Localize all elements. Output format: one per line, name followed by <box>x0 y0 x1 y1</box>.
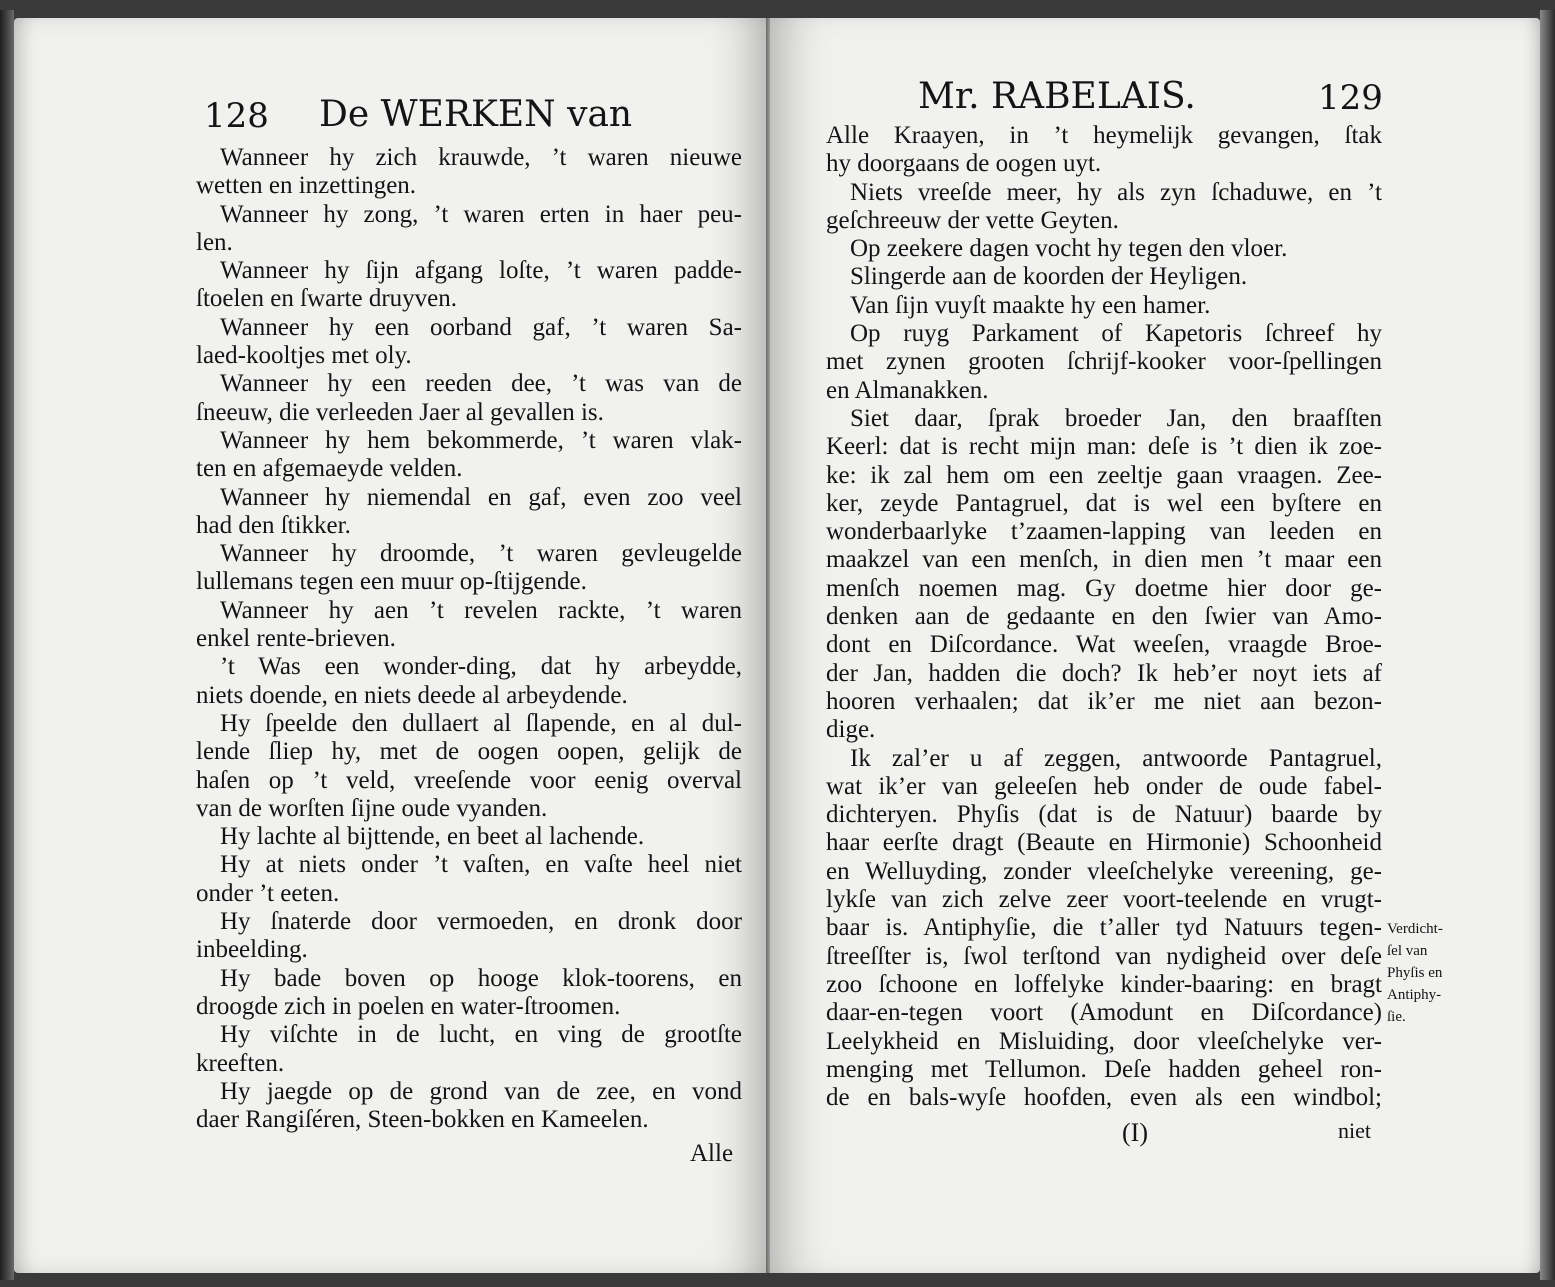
text-line: met zynen grooten ſchrijf-kooker voor-ſpellingen <box>826 348 1382 376</box>
text-line: menging met Tellumon. Deſe hadden geheel ron- <box>826 1055 1382 1083</box>
text-line: ker, zeyde Pantagruel, dat is wel een byſtere en <box>826 489 1382 517</box>
text-line: zoo ſchoone en loffelyke kinder-baaring: en bragt <box>826 970 1382 998</box>
text-line: daer Rangiſéren, Steen-bokken en Kameelen. <box>196 1106 649 1134</box>
marginal-note-line: Antiphy- <box>1387 987 1442 1003</box>
text-line: dichteryen. Phyſis (dat is de Natuur) baarde by <box>826 801 1382 829</box>
text-line: Keerl: dat is recht mijn man: deſe is ’t dien ik zoe- <box>826 433 1382 461</box>
text-line: en Almanakken. <box>826 376 989 404</box>
marginal-note-line: ſie. <box>1387 1009 1406 1025</box>
text-line: daar-en-tegen voort (Amodunt en Diſcordance) <box>826 999 1382 1027</box>
marginal-note-line: Verdicht- <box>1387 921 1443 937</box>
text-line: lykſe van zich zelve zeer voort-teelende en vrugt- <box>826 886 1382 914</box>
text-line: wetten en inzettingen. <box>196 172 417 200</box>
text-line: len. <box>196 228 233 256</box>
text-line: van de worſten ſijne oude vyanden. <box>196 794 548 822</box>
text-line: baar is. Antiphyſie, die t’aller tyd Natuurs tegen- <box>826 914 1382 942</box>
text-line: Slingerde aan de koorden der Heyligen. <box>850 263 1248 291</box>
text-line: Wanneer hy zich krauwde, ’t waren nieuwe <box>220 144 742 171</box>
text-line: ten en afgemaeyde velden. <box>196 455 463 483</box>
left-catchword: Alle <box>690 1140 734 1167</box>
left-running-head: De WERKEN van <box>319 94 633 135</box>
text-line: Hy lachte al bijttende, en beet al lachende. <box>220 823 645 851</box>
text-line: menſch noemen mag. Gy doetme hier door ge- <box>826 574 1382 602</box>
text-line: Niets vreeſde meer, hy als zyn ſchaduwe, en ’t <box>850 178 1382 206</box>
text-line: lende ſliep hy, met de oogen oopen, gelijk de <box>196 738 742 766</box>
signature-mark: (I) <box>1122 1118 1148 1147</box>
text-line: hy doorgaans de oogen uyt. <box>826 150 1102 178</box>
text-line: Op ruyg Parkament of Kapetoris ſchreef hy <box>850 320 1382 348</box>
text-line: Wanneer hy aen ’t revelen rackte, ’t waren <box>220 596 742 624</box>
book-edge-right <box>1540 10 1555 1280</box>
text-line: ’t Was een wonder-ding, dat hy arbeydde, <box>220 653 742 681</box>
text-line: Hy ſnaterde door vermoeden, en dronk door <box>220 908 742 936</box>
text-line: Hy at niets onder ’t vaſten, en vaſte heel niet <box>220 851 742 879</box>
text-line: Op zeekere dagen vocht hy tegen den vloer. <box>850 235 1288 263</box>
text-line: Hy viſchte in de lucht, en ving de grootſte <box>220 1021 742 1049</box>
text-line: Wanneer hy hem bekommerde, ’t waren vlak- <box>220 426 742 454</box>
text-line: Alle Kraayen, in ’t heymelijk gevangen, ſtak <box>826 122 1382 149</box>
text-line: wat ik’er van geleeſen heb onder de oude fabel- <box>826 772 1382 800</box>
text-line: Wanneer hy droomde, ’t waren gevleugelde <box>220 540 742 568</box>
right-page <box>770 18 1540 1273</box>
right-page-number: 129 <box>1318 78 1383 118</box>
text-line: Ik zal’er u af zeggen, antwoorde Pantagruel, <box>850 744 1382 772</box>
text-line: enkel rente-brieven. <box>196 625 396 653</box>
text-line: Wanneer hy ſijn afgang loſte, ’t waren padde- <box>220 257 742 285</box>
text-line: Wanneer hy niemendal en gaf, even zoo veel <box>220 483 742 511</box>
text-line: kreeften. <box>196 1049 285 1077</box>
text-line: ke: ik zal hem om een zeeltje gaan vraagen. Zee- <box>826 461 1382 489</box>
text-line: de en bals-wyſe hoofden, even als een windbol; <box>826 1084 1382 1112</box>
text-line: denken aan de gedaante en den ſwier van Amo- <box>826 603 1382 631</box>
text-line: haſen op ’t veld, vreeſende voor eenig overval <box>196 766 742 794</box>
text-line: niets doende, en niets deede al arbeydende. <box>196 681 628 709</box>
text-line: Leelykheid en Misluiding, door vleeſchelyke ver- <box>826 1027 1382 1055</box>
text-line: ſtreeſſter is, ſwol terſtond van nydigheid over deſe <box>826 942 1382 970</box>
right-catchword: niet <box>1338 1118 1371 1143</box>
text-line: onder ’t eeten. <box>196 879 340 907</box>
left-body-text <box>196 144 742 1134</box>
text-line: haar eerſte dragt (Beaute en Hirmonie) Schoonheid <box>826 829 1382 857</box>
right-running-head: Mr. RABELAIS. <box>918 76 1196 117</box>
text-line: droogde zich in poelen en water-ſtroomen. <box>196 992 621 1020</box>
text-line: Hy jaegde op de grond van de zee, en vond <box>220 1077 742 1105</box>
text-line: ſneeuw, die verleeden Jaer al gevallen is. <box>196 398 604 426</box>
text-line: inbeelding. <box>196 936 308 964</box>
text-line: hooren verhaalen; dat ik’er me niet aan bezon- <box>826 687 1382 715</box>
text-line: en Welluyding, zonder vleeſchelyke vereening, ge- <box>826 857 1382 885</box>
text-line: der Jan, hadden die doch? Ik heb’er noyt iets af <box>826 659 1382 687</box>
text-line: dige. <box>826 716 876 744</box>
text-line: Siet daar, ſprak broeder Jan, den braafſten <box>850 404 1382 432</box>
text-line: Wanneer hy zong, ’t waren erten in haer peu- <box>220 200 742 228</box>
text-line: Van ſijn vuyſt maakte hy een hamer. <box>850 291 1211 319</box>
text-line: maakzel van een menſch, in dien men ’t maar een <box>826 546 1382 574</box>
text-line: wonderbaarlyke t’zaamen-lapping van leeden en <box>826 518 1382 546</box>
marginal-note <box>1387 918 1487 1028</box>
text-line: laed-kooltjes met oly. <box>196 342 412 370</box>
right-body-text <box>826 122 1382 1112</box>
text-line: had den ſtikker. <box>196 511 351 539</box>
text-line: Wanneer hy een reeden dee, ’t was van de <box>220 370 742 398</box>
left-page <box>14 18 770 1273</box>
text-line: Hy bade boven op hooge klok-toorens, en <box>220 964 742 992</box>
text-line: lullemans tegen een muur op-ſtijgende. <box>196 568 587 596</box>
marginal-note-line: ſel van <box>1387 943 1428 959</box>
text-line: geſchreeuw der vette Geyten. <box>826 206 1119 234</box>
text-line: Wanneer hy een oorband gaf, ’t waren Sa- <box>220 313 742 341</box>
text-line: Hy ſpeelde den dullaert al ſlapende, en al dul- <box>220 709 742 737</box>
text-line: ſtoelen en ſwarte druyven. <box>196 285 458 313</box>
text-line: dont en Diſcordance. Wat weeſen, vraagde Broe- <box>826 631 1382 659</box>
left-page-number: 128 <box>204 96 269 136</box>
book-edge-left <box>0 10 14 1280</box>
marginal-note-line: Phyſis en <box>1387 965 1443 981</box>
